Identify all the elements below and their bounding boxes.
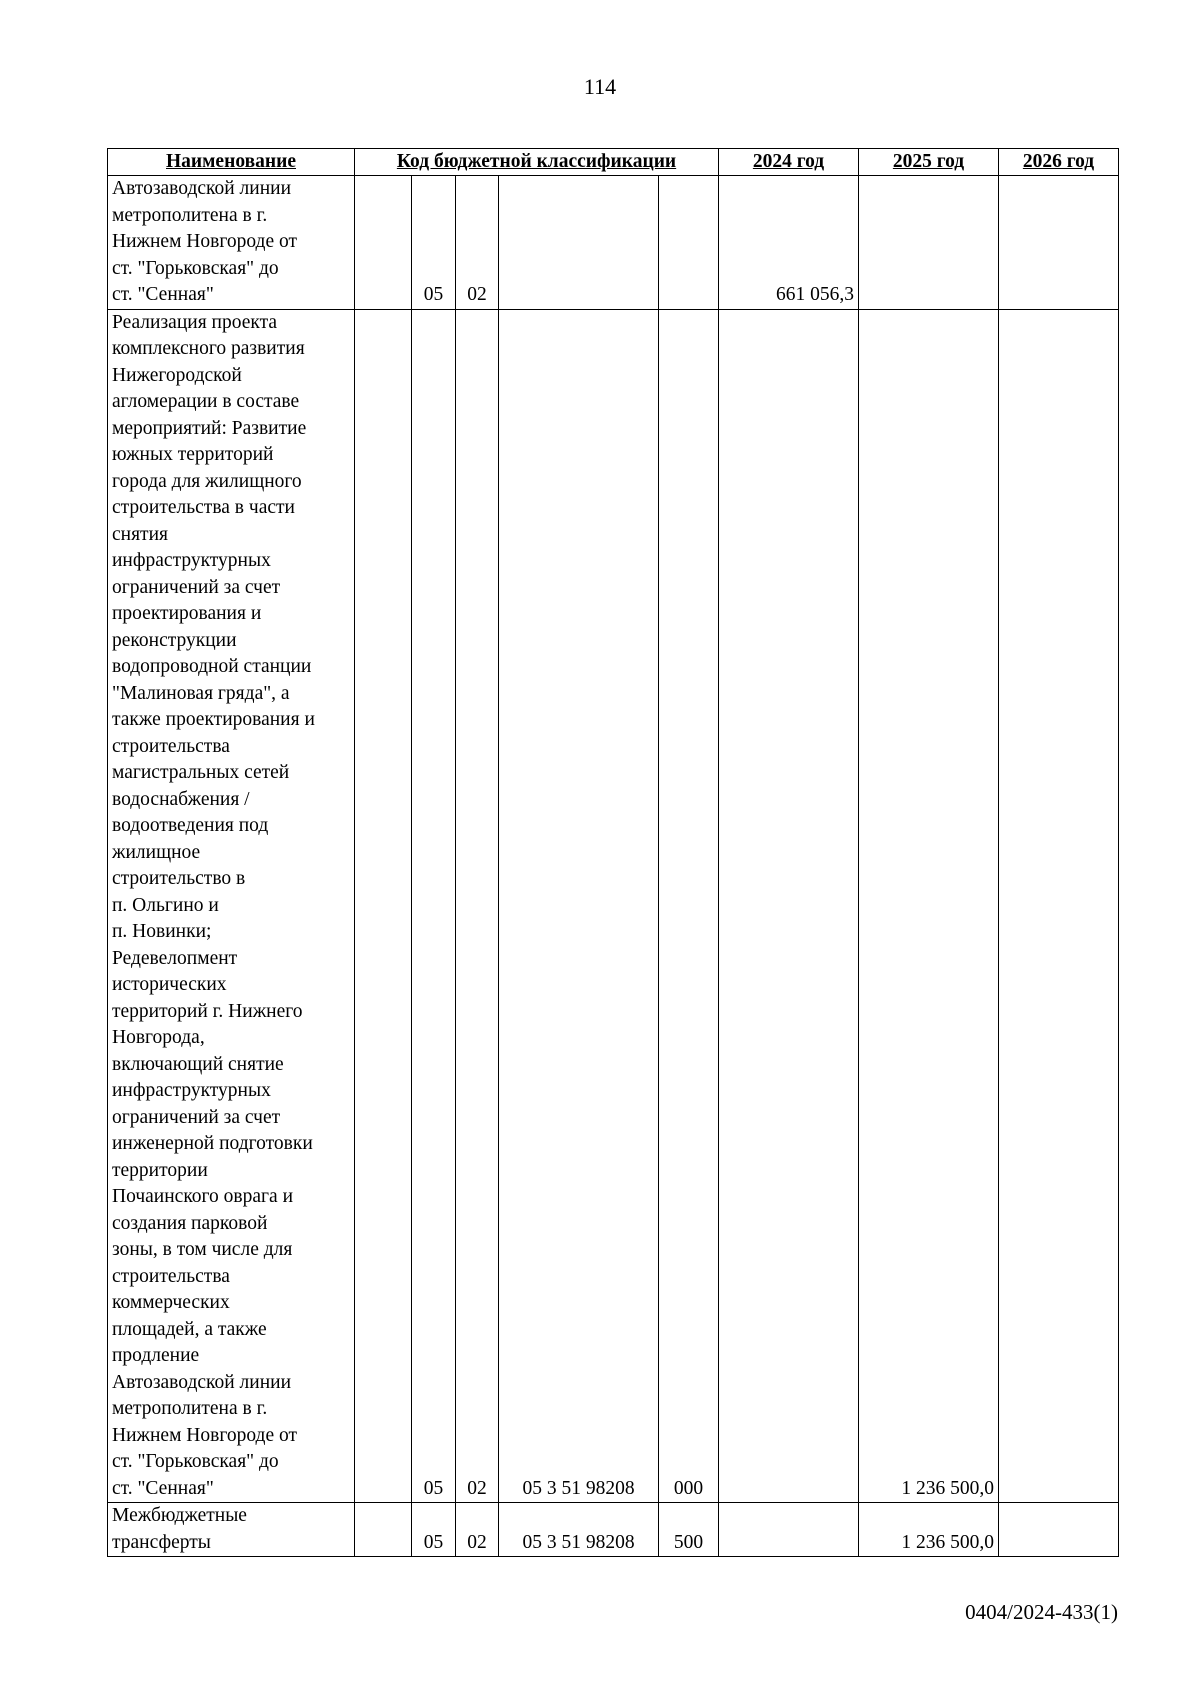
- header-2025: 2025 год: [859, 149, 999, 176]
- code-target-article: 05 3 51 98208: [499, 309, 659, 1503]
- code-expense-type: 500: [659, 1503, 719, 1557]
- code-section: 05: [412, 176, 456, 310]
- code-part-1: [355, 309, 412, 1503]
- code-target-article: [499, 176, 659, 310]
- code-subsection: 02: [456, 1503, 499, 1557]
- amount-2025: 1 236 500,0: [859, 309, 999, 1503]
- code-expense-type: 000: [659, 309, 719, 1503]
- row-name: Реализация проекта комплексного развития Нижегородской агломерации в составе мероприятий: Развитие южных территорий города для жилищного строительства в части снятия инфраструктурных ограничений за счет проектирования и реконструкции водопроводной станции "Малиновая гряда", а также проектирования и строительства магистральных сетей водоснабжения / водоотведения под жилищное строительство в п. Ольгино и п. Новинки; Редевелопмент исторических территорий г. Нижнего Новгорода, включающий снятие инфраструктурных ограничений за счет инженерной подготовки территории Почаинского оврага и создания парковой зоны, в том числе для строительства коммерческих площадей, а также продление Автозаводской линии метрополитена в г. Нижнем Новгороде от ст. "Горьковская" до ст. "Сенная": [108, 309, 355, 1503]
- table-header-row: [108, 149, 1119, 176]
- amount-2026: [999, 309, 1119, 1503]
- code-part-1: [355, 176, 412, 310]
- header-2026: 2026 год: [999, 149, 1119, 176]
- amount-2025: 1 236 500,0: [859, 1503, 999, 1557]
- table-row: [108, 176, 1119, 310]
- document-code: 0404/2024-433(1): [965, 1600, 1118, 1624]
- page-number: 114: [583, 74, 617, 99]
- code-section: 05: [412, 309, 456, 1503]
- row-name: Межбюджетные трансферты: [108, 1503, 355, 1557]
- table-row: [108, 1503, 1119, 1557]
- table-row: [108, 309, 1119, 1503]
- code-subsection: 02: [456, 309, 499, 1503]
- row-name: Автозаводской линии метрополитена в г. Нижнем Новгороде от ст. "Горьковская" до ст. "Сенная": [108, 176, 355, 310]
- header-budget-code: Код бюджетной классификации: [355, 149, 719, 176]
- header-2024: 2024 год: [719, 149, 859, 176]
- code-expense-type: [659, 176, 719, 310]
- amount-2026: [999, 176, 1119, 310]
- code-target-article: 05 3 51 98208: [499, 1503, 659, 1557]
- amount-2024: 661 056,3: [719, 176, 859, 310]
- header-name: Наименование: [108, 149, 355, 176]
- amount-2024: [719, 309, 859, 1503]
- amount-2024: [719, 1503, 859, 1557]
- code-subsection: 02: [456, 176, 499, 310]
- amount-2026: [999, 1503, 1119, 1557]
- amount-2025: [859, 176, 999, 310]
- code-section: 05: [412, 1503, 456, 1557]
- budget-table: [107, 148, 1119, 1557]
- code-part-1: [355, 1503, 412, 1557]
